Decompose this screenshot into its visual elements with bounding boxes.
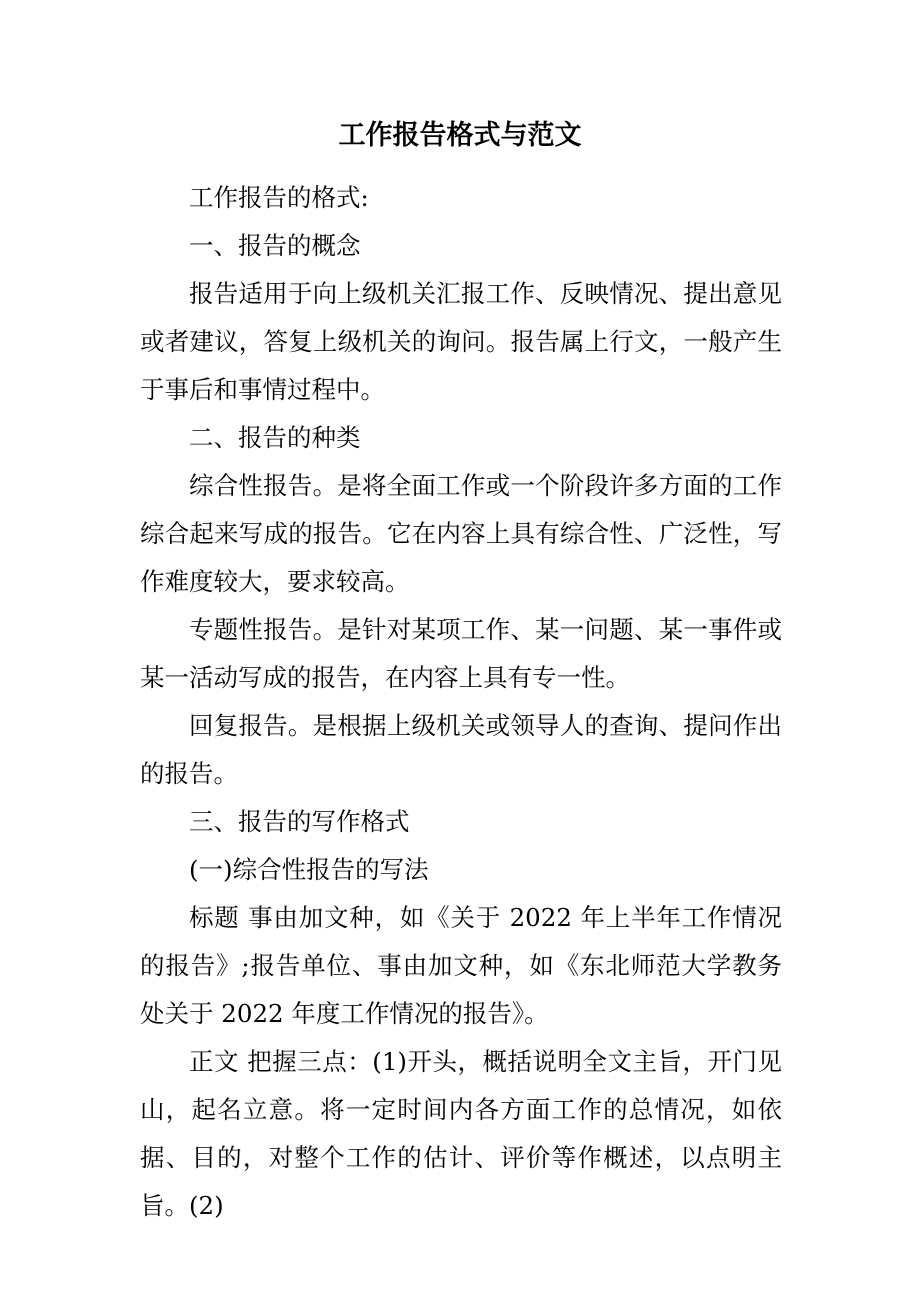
- section-heading-types: 二、报告的种类: [189, 423, 361, 452]
- paragraph-concept: 报告适用于向上级机关汇报工作、反映情况、提出意见或者建议，答复上级机关的询问。报告属上行文，一般产生于事后和事情过程中。: [140, 279, 782, 404]
- section-heading-concept: 一、报告的概念: [189, 231, 361, 260]
- section-heading-writing-format: 三、报告的写作格式: [189, 807, 410, 836]
- paragraph-comprehensive-report: 综合性报告。是将全面工作或一个阶段许多方面的工作综合起来写成的报告。它在内容上具有综合性、广泛性，写作难度较大，要求较高。: [140, 471, 782, 596]
- paragraph-format-heading: 工作报告的格式:: [189, 183, 369, 212]
- subsection-heading-comprehensive: (一)综合性报告的写法: [189, 855, 429, 884]
- paragraph-reply-report: 回复报告。是根据上级机关或领导人的查询、提问作出的报告。: [140, 711, 782, 788]
- paragraph-special-report: 专题性报告。是针对某项工作、某一问题、某一事件或某一活动写成的报告，在内容上具有专一性。: [140, 615, 782, 692]
- paragraph-title-rules: 标题 事由加文种，如《关于 2022 年上半年工作情况的报告》;报告单位、事由加文种，如《东北师范大学教务处关于 2022 年度工作情况的报告》。: [140, 903, 782, 1028]
- document-title: 工作报告格式与范文: [338, 120, 582, 151]
- paragraph-body-rules: 正文 把握三点：(1)开头，概括说明全文主旨，开门见山，起名立意。将一定时间内各方面工作的总情况，如依据、目的，对整个工作的估计、评价等作概述，以点明主旨。(2): [140, 1047, 782, 1220]
